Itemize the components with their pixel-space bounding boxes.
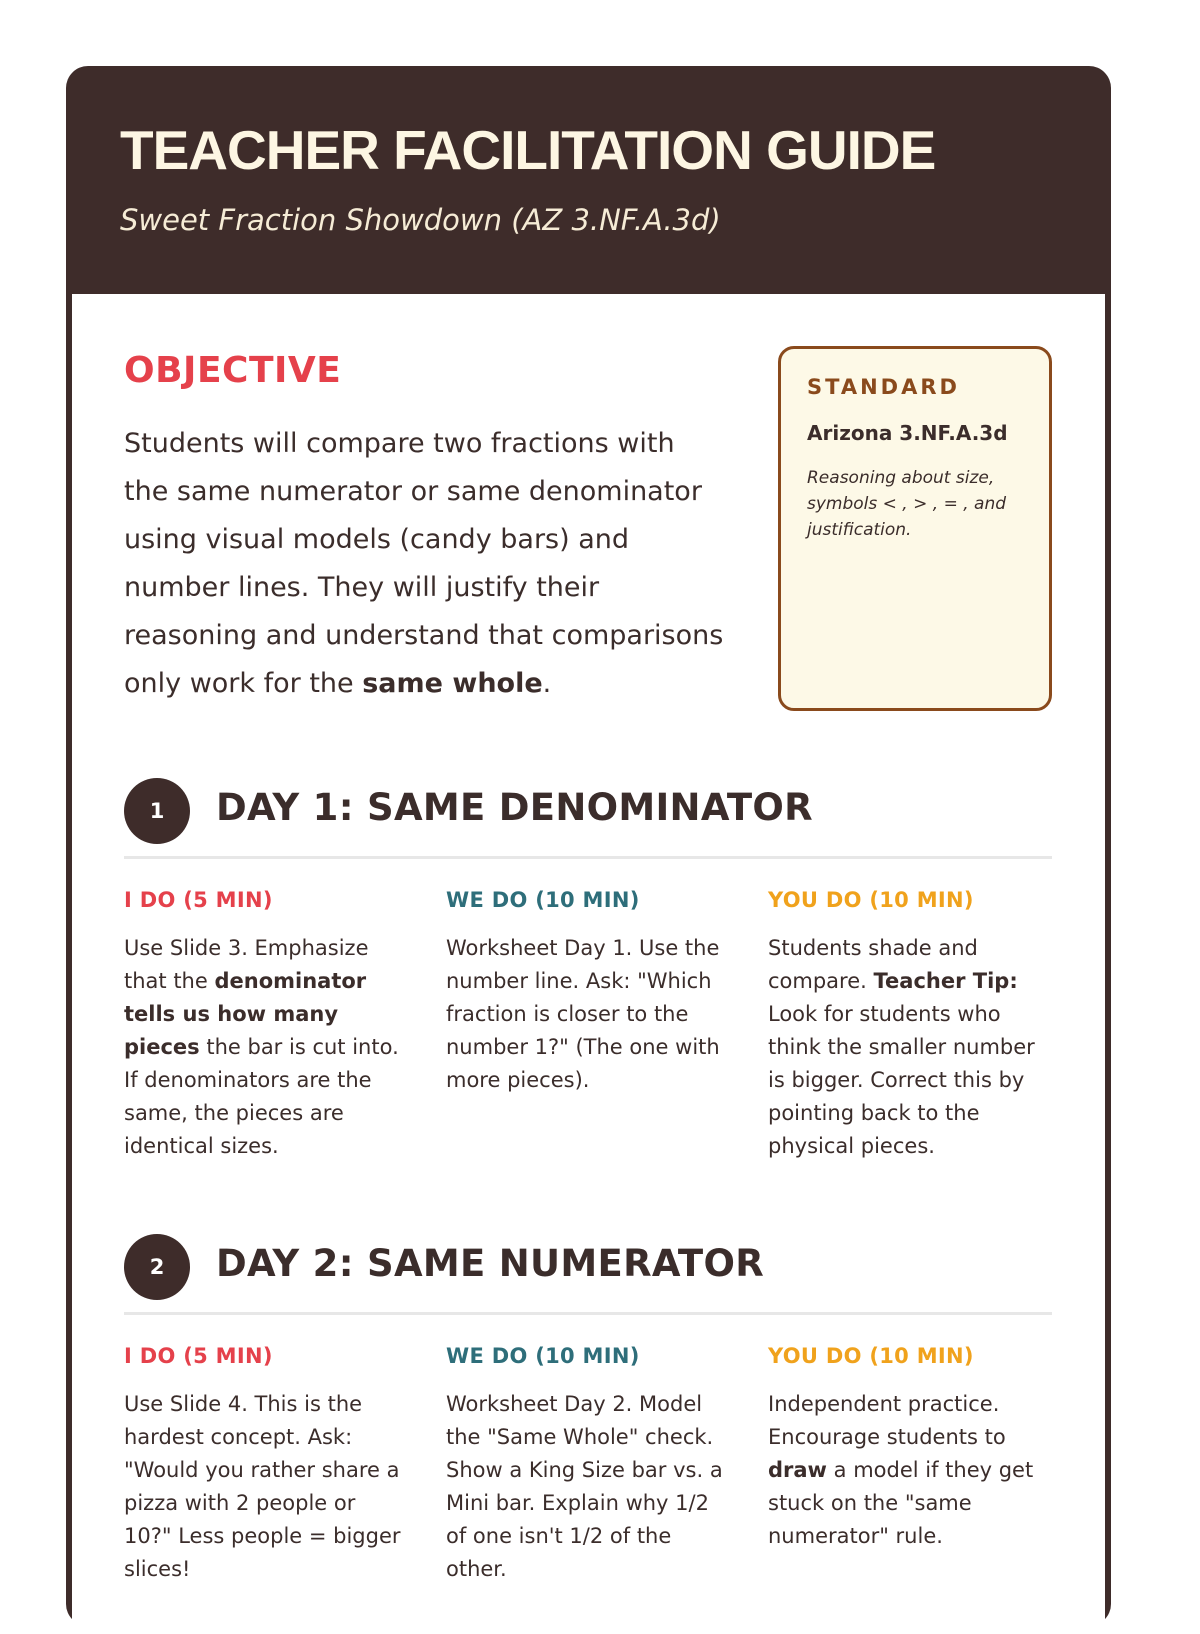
standard-label: STANDARD [807,375,960,399]
page-subtitle: Sweet Fraction Showdown (AZ 3.NF.A.3d) [120,203,721,237]
day-1-title: DAY 1: SAME DENOMINATOR [216,786,813,829]
we-do-heading: WE DO (10 MIN) [446,888,640,912]
i-do-text-a: Use Slide 3. Emphasize that the [124,936,369,993]
we-do-text: Worksheet Day 1. Use the number line. Ask: "Which fraction is closer to the number 1?" (The one with more pieces). [446,936,720,1092]
you-do-text-b: a model if they get stuck on the "same numerator" rule. [768,1458,1034,1548]
we-do-heading: WE DO (10 MIN) [446,1344,640,1368]
day-1-we-do [446,888,731,1097]
header [66,66,1111,294]
you-do-text-a: Students shade and compare. [768,936,978,993]
i-do-text-b: the bar is cut into. If denominators are the same, the pieces are identical sizes. [124,1035,399,1158]
standard-description: Reasoning about size, symbols < , > , = , and justification. [807,468,1007,540]
you-do-text-bold: draw [768,1458,827,1482]
guide-frame [66,66,1111,1626]
i-do-heading: I DO (5 MIN) [124,1344,273,1368]
day-2-number-badge: 2 [124,1234,190,1300]
day-1-header [124,778,1052,858]
day-2-you-do [768,1344,1053,1553]
you-do-text [768,932,1053,1163]
i-do-heading: I DO (5 MIN) [124,888,273,912]
objective-text-end: . [542,668,552,699]
day-1-i-do [124,888,409,1163]
divider [124,856,1052,859]
i-do-text: Use Slide 4. This is the hardest concept. Ask: "Would you rather share a pizza with 2 people or 10?" Less people = bigger slices! [124,1392,401,1581]
day-2-title: DAY 2: SAME NUMERATOR [216,1242,765,1285]
you-do-text-bold: Teacher Tip: [873,969,1018,993]
day-2-header [124,1234,1052,1314]
i-do-text-bold: denominator tells us how many pieces [124,969,367,1059]
you-do-heading: YOU DO (10 MIN) [768,1344,974,1368]
day-1-you-do [768,888,1053,1163]
we-do-text: Worksheet Day 2. Model the "Same Whole" check. Show a King Size bar vs. a Mini bar. Explain why 1/2 of one isn't 1/2 of the other. [446,1392,723,1581]
standard-card [778,346,1052,711]
objective-text-main: Students will compare two fractions with the same numerator or same denominator using visual models (candy bars) and number lines. They will justify their reasoning and understand that comparisons only work for the [124,428,724,699]
objective-text [124,420,724,708]
you-do-text-b: Look for students who think the smaller number is bigger. Correct this by pointing back to the physical pieces. [768,1002,1035,1158]
content-panel [72,294,1105,1634]
you-do-text-a: Independent practice. Encourage students to [768,1392,1006,1449]
standard-name: Arizona 3.NF.A.3d [807,421,1008,445]
objective-text-bold: same whole [362,668,543,699]
you-do-text [768,1388,1053,1553]
day-2-we-do [446,1344,731,1586]
page-title: TEACHER FACILITATION GUIDE [120,119,936,181]
day-1-number-badge: 1 [124,778,190,844]
you-do-heading: YOU DO (10 MIN) [768,888,974,912]
i-do-text [124,932,409,1163]
objective-heading: OBJECTIVE [124,350,342,391]
divider [124,1312,1052,1315]
day-2-i-do [124,1344,409,1586]
